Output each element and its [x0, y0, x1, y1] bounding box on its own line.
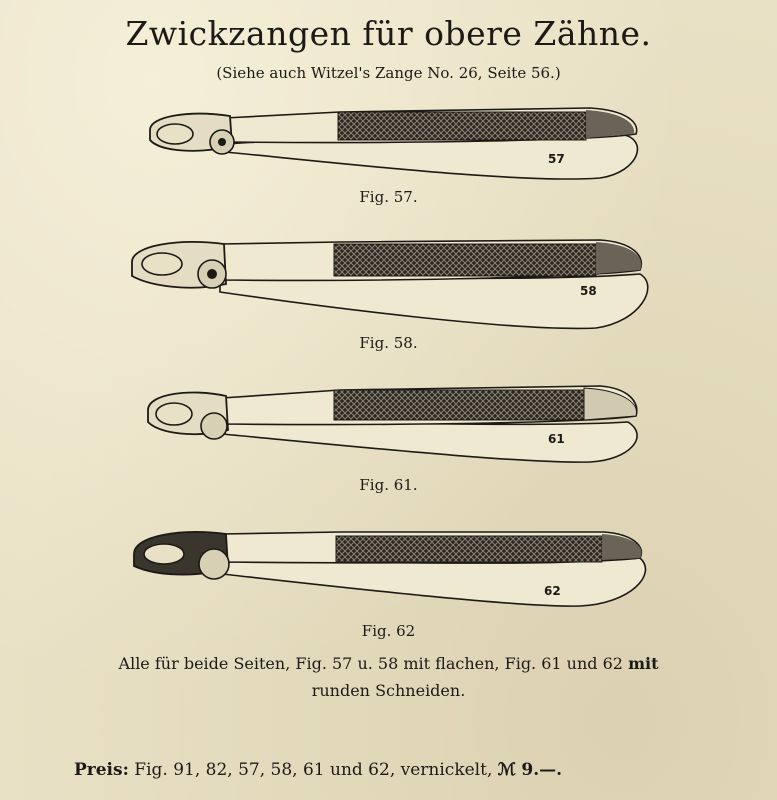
figure-62	[0, 524, 777, 644]
figure-58	[0, 236, 777, 360]
page-subtitle: (Siehe auch Witzel's Zange No. 26, Seite 56.)	[216, 64, 561, 82]
forceps-62-illustration	[0, 524, 777, 618]
figure-number-label: 57	[548, 152, 565, 166]
figure-caption: Fig. 61.	[359, 476, 418, 494]
description-bold-word: mit	[628, 654, 659, 673]
price-amount: 9.—.	[521, 760, 563, 780]
forceps-58-illustration	[0, 236, 777, 336]
figure-57	[0, 100, 777, 210]
price-text: Fig. 91, 82, 57, 58, 61 und 62, vernickelt,	[134, 760, 498, 780]
figure-number-label: 58	[580, 284, 597, 298]
figure-caption: Fig. 58.	[359, 334, 418, 352]
description-line1: Alle für beide Seiten, Fig. 57 u. 58 mit flachen, Fig. 61 und 62	[118, 654, 629, 673]
forceps-61-illustration	[0, 380, 777, 470]
figure-61	[0, 380, 777, 500]
currency-symbol: ℳ	[497, 760, 516, 780]
description	[20, 650, 757, 704]
price-line	[74, 760, 562, 780]
figure-caption: Fig. 57.	[359, 188, 418, 206]
figure-number-label: 61	[548, 432, 565, 446]
page-title: Zwickzangen für obere Zähne.	[125, 14, 652, 53]
forceps-57-illustration	[0, 100, 777, 190]
price-label: Preis:	[74, 760, 129, 780]
description-line2: runden Schneiden.	[311, 681, 466, 700]
figure-number-label: 62	[544, 584, 561, 598]
figure-caption: Fig. 62	[361, 622, 416, 640]
